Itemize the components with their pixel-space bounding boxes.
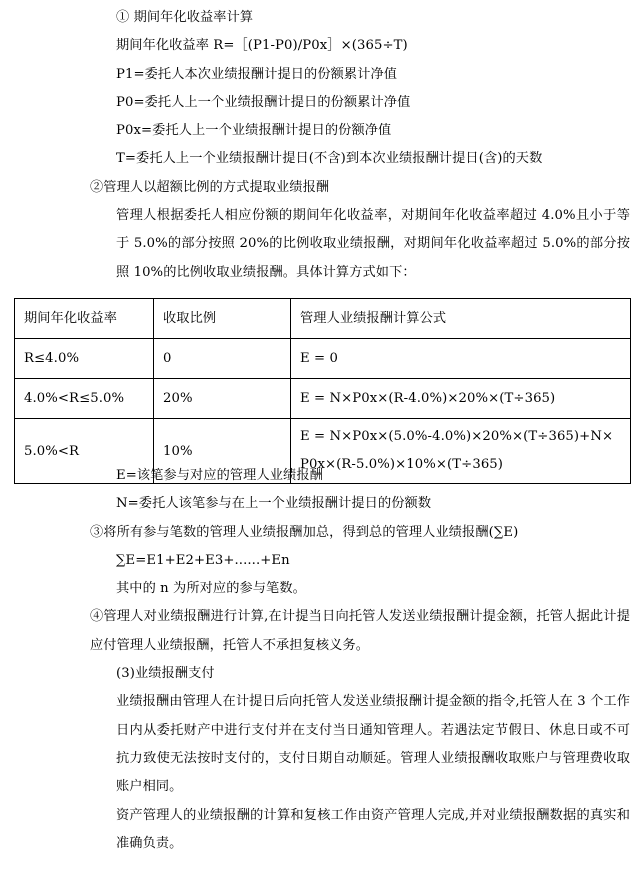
cell-formula-line-1: E = N×P0x×(5.0%-4.0%)×20%×(T÷365)+N×	[300, 429, 614, 444]
section-1-block	[65, 4, 630, 287]
cell-rate: R≤4.0%	[15, 339, 154, 379]
section-1-formula: 期间年化收益率 R=［(P1-P0)/P0x］×(365÷T)	[116, 38, 408, 54]
table-header-row	[15, 299, 631, 339]
section-2-heading: ②管理人以超额比例的方式提取业绩报酬	[90, 179, 330, 195]
cell-formula: E = 0	[291, 339, 631, 379]
section-1-heading: ① 期间年化收益率计算	[116, 10, 254, 25]
payment-section-heading: (3)业绩报酬支付	[116, 666, 215, 682]
table-header-ratio: 收取比例	[154, 299, 291, 339]
cell-rate: 5.0%<R	[15, 419, 154, 484]
section-after-table-block	[65, 462, 630, 858]
table-row	[15, 379, 631, 419]
cell-ratio: 0	[154, 339, 291, 379]
definition-n: N=委托人该笔参与在上一个业绩报酬计提日的份额数	[116, 496, 432, 512]
definition-e: E=该笔参与对应的管理人业绩报酬	[116, 468, 323, 483]
definition-p1: P1=委托人本次业绩报酬计提日的份额累计净值	[116, 66, 398, 82]
table-header-formula: 管理人业绩报酬计算公式	[291, 299, 631, 339]
payment-paragraph-2: 资产管理人的业绩报酬的计算和复核工作由资产管理人完成,并对业绩报酬数据的真实和准确负责。	[116, 807, 630, 851]
section-4-heading: ④管理人对业绩报酬进行计算,在计提当日向托管人发送业绩报酬计提金额，托管人据此计提应付管理人业绩报酬，托管人不承担复核义务。	[90, 609, 630, 653]
cell-ratio: 20%	[154, 379, 291, 419]
sum-note: 其中的 n 为所对应的参与笔数。	[116, 581, 306, 597]
definition-p0: P0=委托人上一个业绩报酬计提日的份额累计净值	[116, 94, 411, 110]
cell-rate: 4.0%<R≤5.0%	[15, 379, 154, 419]
section-2-paragraph: 管理人根据委托人相应份额的期间年化收益率，对期间年化收益率超过 4.0%且小于等于 5.0%的部分按照 20%的比例收取业绩报酬，对期间年化收益率超过 5.0%的部分按照 10%的比例收取业绩报酬。具体计算方式如下：	[116, 208, 630, 280]
definition-t: T=委托人上一个业绩报酬计提日(不含)到本次业绩报酬计提日(含)的天数	[116, 151, 543, 167]
table-row	[15, 339, 631, 379]
cell-formula: E = N×P0x×(R-4.0%)×20%×(T÷365)	[291, 379, 631, 419]
performance-fee-table	[14, 298, 631, 484]
cell-ratio: 10%	[154, 419, 291, 484]
section-3-heading: ③将所有参与笔数的管理人业绩报酬加总，得到总的管理人业绩报酬(∑E)	[90, 524, 519, 540]
table-header-rate: 期间年化收益率	[15, 299, 154, 339]
payment-paragraph-1: 业绩报酬由管理人在计提日后向托管人发送业绩报酬计提金额的指令,托管人在 3 个工作日内从委托财产中进行支付并在支付当日通知管理人。若遇法定节假日、休息日或不可抗力致使无法按时支付的，支付日期自动顺延。管理人业绩报酬收取账户与管理费收取账户相同。	[116, 694, 630, 795]
sum-formula: ∑E=E1+E2+E3+......+En	[116, 552, 290, 568]
definition-p0x: P0x=委托人上一个业绩报酬计提日的份额净值	[116, 123, 392, 139]
cell-formula-line-2: P0x×(R-5.0%)×10%×(T÷365)	[300, 457, 504, 472]
